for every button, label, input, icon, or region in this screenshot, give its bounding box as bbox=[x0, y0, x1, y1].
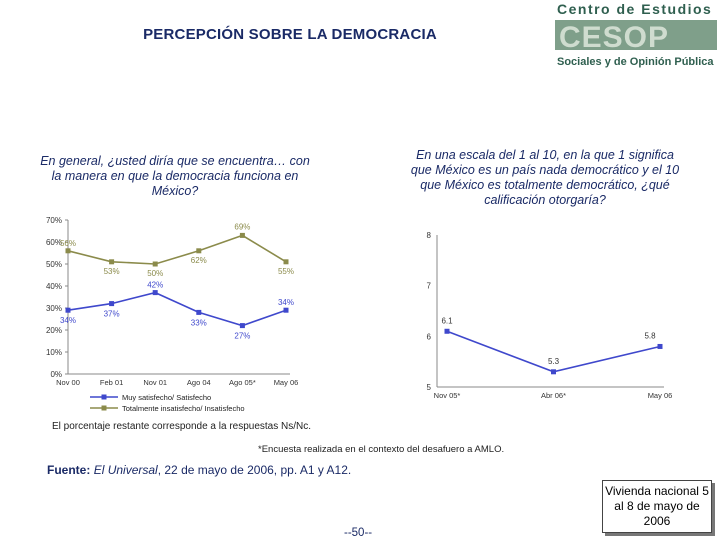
data-point bbox=[284, 308, 289, 313]
x-tick-label: Nov 00 bbox=[56, 378, 80, 387]
x-tick-label: Feb 01 bbox=[99, 378, 124, 387]
footnote-remaining: El porcentaje restante corresponde a la respuestas Ns/Nc. bbox=[52, 421, 312, 432]
survey-note-box: Vivienda nacional 5 al 8 de mayo de 2006 bbox=[602, 480, 712, 533]
logo-mark: CESOP bbox=[559, 21, 670, 54]
series-line-0 bbox=[68, 293, 286, 326]
footnote-survey-context: *Encuesta realizada en el contexto del desafuero a AMLO. bbox=[258, 444, 505, 455]
data-label: 62% bbox=[190, 255, 207, 265]
data-point bbox=[196, 248, 201, 253]
data-label: 55% bbox=[277, 266, 295, 276]
satisfaction-chart bbox=[38, 212, 308, 417]
y-tick-label: 50% bbox=[45, 260, 62, 269]
cesop-logo bbox=[545, 0, 720, 70]
source-line bbox=[47, 463, 351, 477]
data-label: 56% bbox=[59, 238, 77, 248]
data-point bbox=[196, 310, 201, 315]
x-tick-label: Ago 05* bbox=[229, 378, 256, 387]
legend-label-1: Totalmente insatisfecho/ Insatisfecho bbox=[122, 404, 245, 413]
source-detail: , 22 de mayo de 2006, pp. A1 y A12. bbox=[157, 463, 352, 477]
legend-marker-1 bbox=[102, 406, 107, 411]
question-right: En una escala del 1 al 10, en la que 1 significa que México es un país nada democrático y el 10 que México es totalmente democrático, ¿qué calificación otorgaría? bbox=[410, 148, 680, 207]
source-publication: El Universal bbox=[93, 463, 158, 477]
y-tick-label: 30% bbox=[45, 304, 62, 313]
data-label: 69% bbox=[234, 222, 251, 232]
x-tick-label: Nov 05* bbox=[433, 391, 461, 400]
data-point bbox=[153, 290, 158, 295]
y-tick-label: 6 bbox=[426, 332, 431, 342]
data-label: 34% bbox=[277, 298, 295, 308]
data-label: 37% bbox=[103, 309, 120, 319]
data-point bbox=[284, 259, 289, 264]
page-number: --50-- bbox=[344, 527, 373, 539]
logo-line1: Centro de Estudios bbox=[557, 1, 713, 17]
chart2-axes bbox=[427, 231, 673, 400]
data-point bbox=[445, 329, 450, 334]
data-label: 5.8 bbox=[644, 331, 656, 341]
data-label: 50% bbox=[147, 269, 164, 278]
legend-label-0: Muy satisfecho/ Satisfecho bbox=[122, 393, 212, 402]
data-point bbox=[153, 262, 158, 267]
question-left: En general, ¿usted diría que se encuentra… con la manera en que la democracia funciona en México? bbox=[40, 154, 310, 198]
chart1-axes bbox=[46, 216, 298, 387]
data-point bbox=[66, 248, 71, 253]
chart1-legend bbox=[90, 393, 245, 413]
democracy-rating-chart bbox=[415, 225, 680, 410]
x-tick-label: May 06 bbox=[647, 391, 673, 400]
chart2-series bbox=[441, 316, 662, 374]
y-tick-label: 60% bbox=[45, 238, 62, 247]
y-tick-label: 40% bbox=[45, 282, 62, 291]
y-tick-label: 70% bbox=[45, 216, 62, 225]
y-tick-label: 10% bbox=[45, 348, 62, 357]
data-point bbox=[658, 344, 663, 349]
data-point bbox=[109, 301, 114, 306]
data-point bbox=[66, 308, 71, 313]
data-point bbox=[551, 369, 556, 374]
data-label: 33% bbox=[190, 318, 207, 328]
y-tick-label: 5 bbox=[426, 383, 431, 392]
legend-marker-0 bbox=[102, 395, 107, 400]
x-tick-label: May 06 bbox=[273, 378, 299, 387]
logo-line2: Sociales y de Opinión Pública bbox=[557, 56, 714, 68]
data-label: 34% bbox=[59, 316, 77, 326]
data-label: 6.1 bbox=[441, 316, 453, 326]
data-label: 27% bbox=[234, 331, 251, 341]
y-tick-label: 7 bbox=[426, 281, 431, 291]
data-label: 5.3 bbox=[547, 356, 560, 366]
y-tick-label: 0% bbox=[50, 370, 62, 379]
page-title: PERCEPCIÓN SOBRE LA DEMOCRACIA bbox=[143, 26, 437, 43]
x-tick-label: Abr 06* bbox=[540, 391, 567, 400]
x-tick-label: Ago 04 bbox=[186, 378, 211, 387]
data-label: 53% bbox=[103, 266, 120, 276]
data-label: 42% bbox=[147, 280, 164, 290]
y-tick-label: 8 bbox=[426, 231, 431, 240]
chart1-series bbox=[60, 222, 294, 340]
data-point bbox=[240, 323, 245, 328]
x-tick-label: Nov 01 bbox=[143, 378, 168, 387]
y-tick-label: 20% bbox=[45, 326, 62, 335]
data-point bbox=[109, 259, 114, 264]
series-line-1 bbox=[68, 235, 286, 264]
data-point bbox=[240, 233, 245, 238]
source-label: Fuente: bbox=[47, 463, 91, 477]
